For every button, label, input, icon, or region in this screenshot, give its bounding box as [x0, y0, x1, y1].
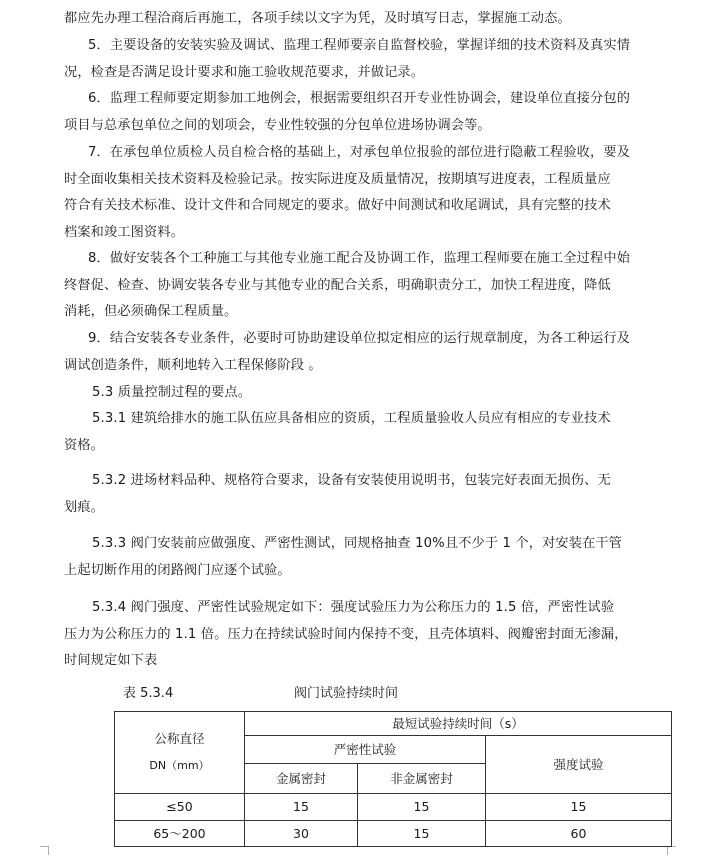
text-line: 上起切断作用的闭路阀门应逐个试验。 — [64, 562, 291, 578]
paragraph-item-7 — [64, 140, 664, 246]
text-line: 6．监理工程师要定期参加工地例会，根据需要组织召开专业性协调会，建设单位直接分包的 — [88, 91, 631, 106]
paragraph-item-6 — [64, 86, 664, 139]
cell-strength: 60 — [486, 821, 672, 847]
table-row — [115, 794, 672, 821]
header-min-duration: 最短试验持续时间（s） — [245, 712, 672, 736]
cell-dn: 65～200 — [115, 821, 245, 847]
text-line: 调试创造条件，顺利地转入工程保修阶段 。 — [64, 357, 322, 373]
table-number: 表 5.3.4 — [123, 686, 174, 701]
header-label: 公称直径 — [154, 731, 205, 746]
header-nominal-diameter — [115, 712, 245, 794]
text-line: 5.3.1 建筑给排水的施工队伍应具备相应的资质，工程质量验收人员应有相应的专业技术 — [92, 411, 611, 426]
text-line: 终督促、检查、协调安装各专业与其他专业的配合关系，明确职责分工，加快工程进度，降低 — [64, 277, 611, 293]
text-line: 资格。 — [64, 437, 105, 453]
text-line: 5.3.3 阀门安装前应做强度、严密性测试，同规格抽查 10%且不少于 1 个，对安装在干管 — [92, 536, 623, 551]
page-corner-mark — [40, 846, 49, 855]
cell-metal-seal: 15 — [245, 794, 358, 821]
header-strength-test: 强度试验 — [486, 736, 672, 794]
cell-nonmetal-seal: 15 — [358, 821, 486, 847]
text-line: 都应先办理工程洽商后再施工，各项手续以文字为凭，及时填写日志，掌握施工动态。 — [64, 11, 571, 26]
header-unit: DN（mm） — [149, 759, 210, 772]
text-line: 5.3.4 阀门强度、严密性试验规定如下：强度试验压力为公称压力的 1.5 倍，严密性试验 — [92, 600, 615, 615]
header-metal-seal: 金属密封 — [245, 764, 358, 794]
text-line: 5.3 质量控制过程的要点。 — [92, 385, 252, 400]
clause-5-3-2 — [64, 468, 664, 521]
text-line: 符合有关技术标准、设计文件和合同规定的要求。做好中间测试和收尾调试，具有完整的技术 — [64, 198, 611, 213]
paragraph-item-9 — [64, 326, 664, 379]
text-line: 况，检查是否满足设计要求和施工验收规范要求，并做记录。 — [64, 64, 425, 80]
text-line: 消耗，但必须确保工程质量。 — [64, 304, 238, 319]
paragraph-item-5 — [64, 33, 664, 86]
text-line: 5.3.2 进场材料品种、规格符合要求，设备有安装使用说明书，包装完好表面无损伤、无 — [92, 473, 611, 488]
cell-metal-seal: 30 — [245, 821, 358, 847]
header-nonmetal-seal: 非金属密封 — [358, 764, 486, 794]
table-title: 阀门试验持续时间 — [294, 686, 399, 701]
text-line: 档案和竣工图资料。 — [64, 224, 185, 240]
text-line: 划痕。 — [64, 499, 105, 515]
cell-dn: ≤50 — [115, 794, 245, 821]
text-line: 时全面收集相关技术资料及检验记录。按实际进度及质量情况，按期填写进度表，工程质量应 — [64, 171, 611, 187]
paragraph-item-8 — [64, 246, 664, 326]
text-line: 8．做好安装各个工种施工与其他专业施工配合及协调工作，监理工程师要在施工全过程中始 — [88, 251, 631, 266]
table-row — [115, 821, 672, 847]
text-line: 7．在承包单位质检人员自检合格的基础上，对承包单位报验的部位进行隐蔽工程验收，要及 — [88, 145, 631, 160]
section-heading-5-3 — [64, 380, 664, 407]
valve-test-duration-table — [114, 711, 672, 847]
clause-5-3-3 — [64, 531, 664, 584]
text-line: 项目与总承包单位之间的划项会，专业性较强的分包单位进场协调会等。 — [64, 117, 491, 133]
clause-5-3-1 — [64, 406, 664, 459]
cell-nonmetal-seal: 15 — [358, 794, 486, 821]
paragraph-continued — [64, 6, 664, 33]
text-line: 5．主要设备的安装实验及调试、监理工程师要亲自监督校验，掌握详细的技术资料及真实情 — [88, 38, 631, 53]
header-tightness-test: 严密性试验 — [245, 736, 486, 764]
text-line: 9．结合安装各专业条件，必要时可协助建设单位拟定相应的运行规章制度，为各工种运行及 — [88, 331, 631, 346]
cell-strength: 15 — [486, 794, 672, 821]
text-line: 压力为公称压力的 1.1 倍。压力在持续试验时间内保持不变，且壳体填料、阀瓣密封面无渗漏， — [64, 626, 628, 642]
text-line: 时间规定如下表 — [64, 653, 158, 668]
page-corner-mark — [667, 846, 676, 855]
clause-5-3-4 — [64, 595, 664, 675]
